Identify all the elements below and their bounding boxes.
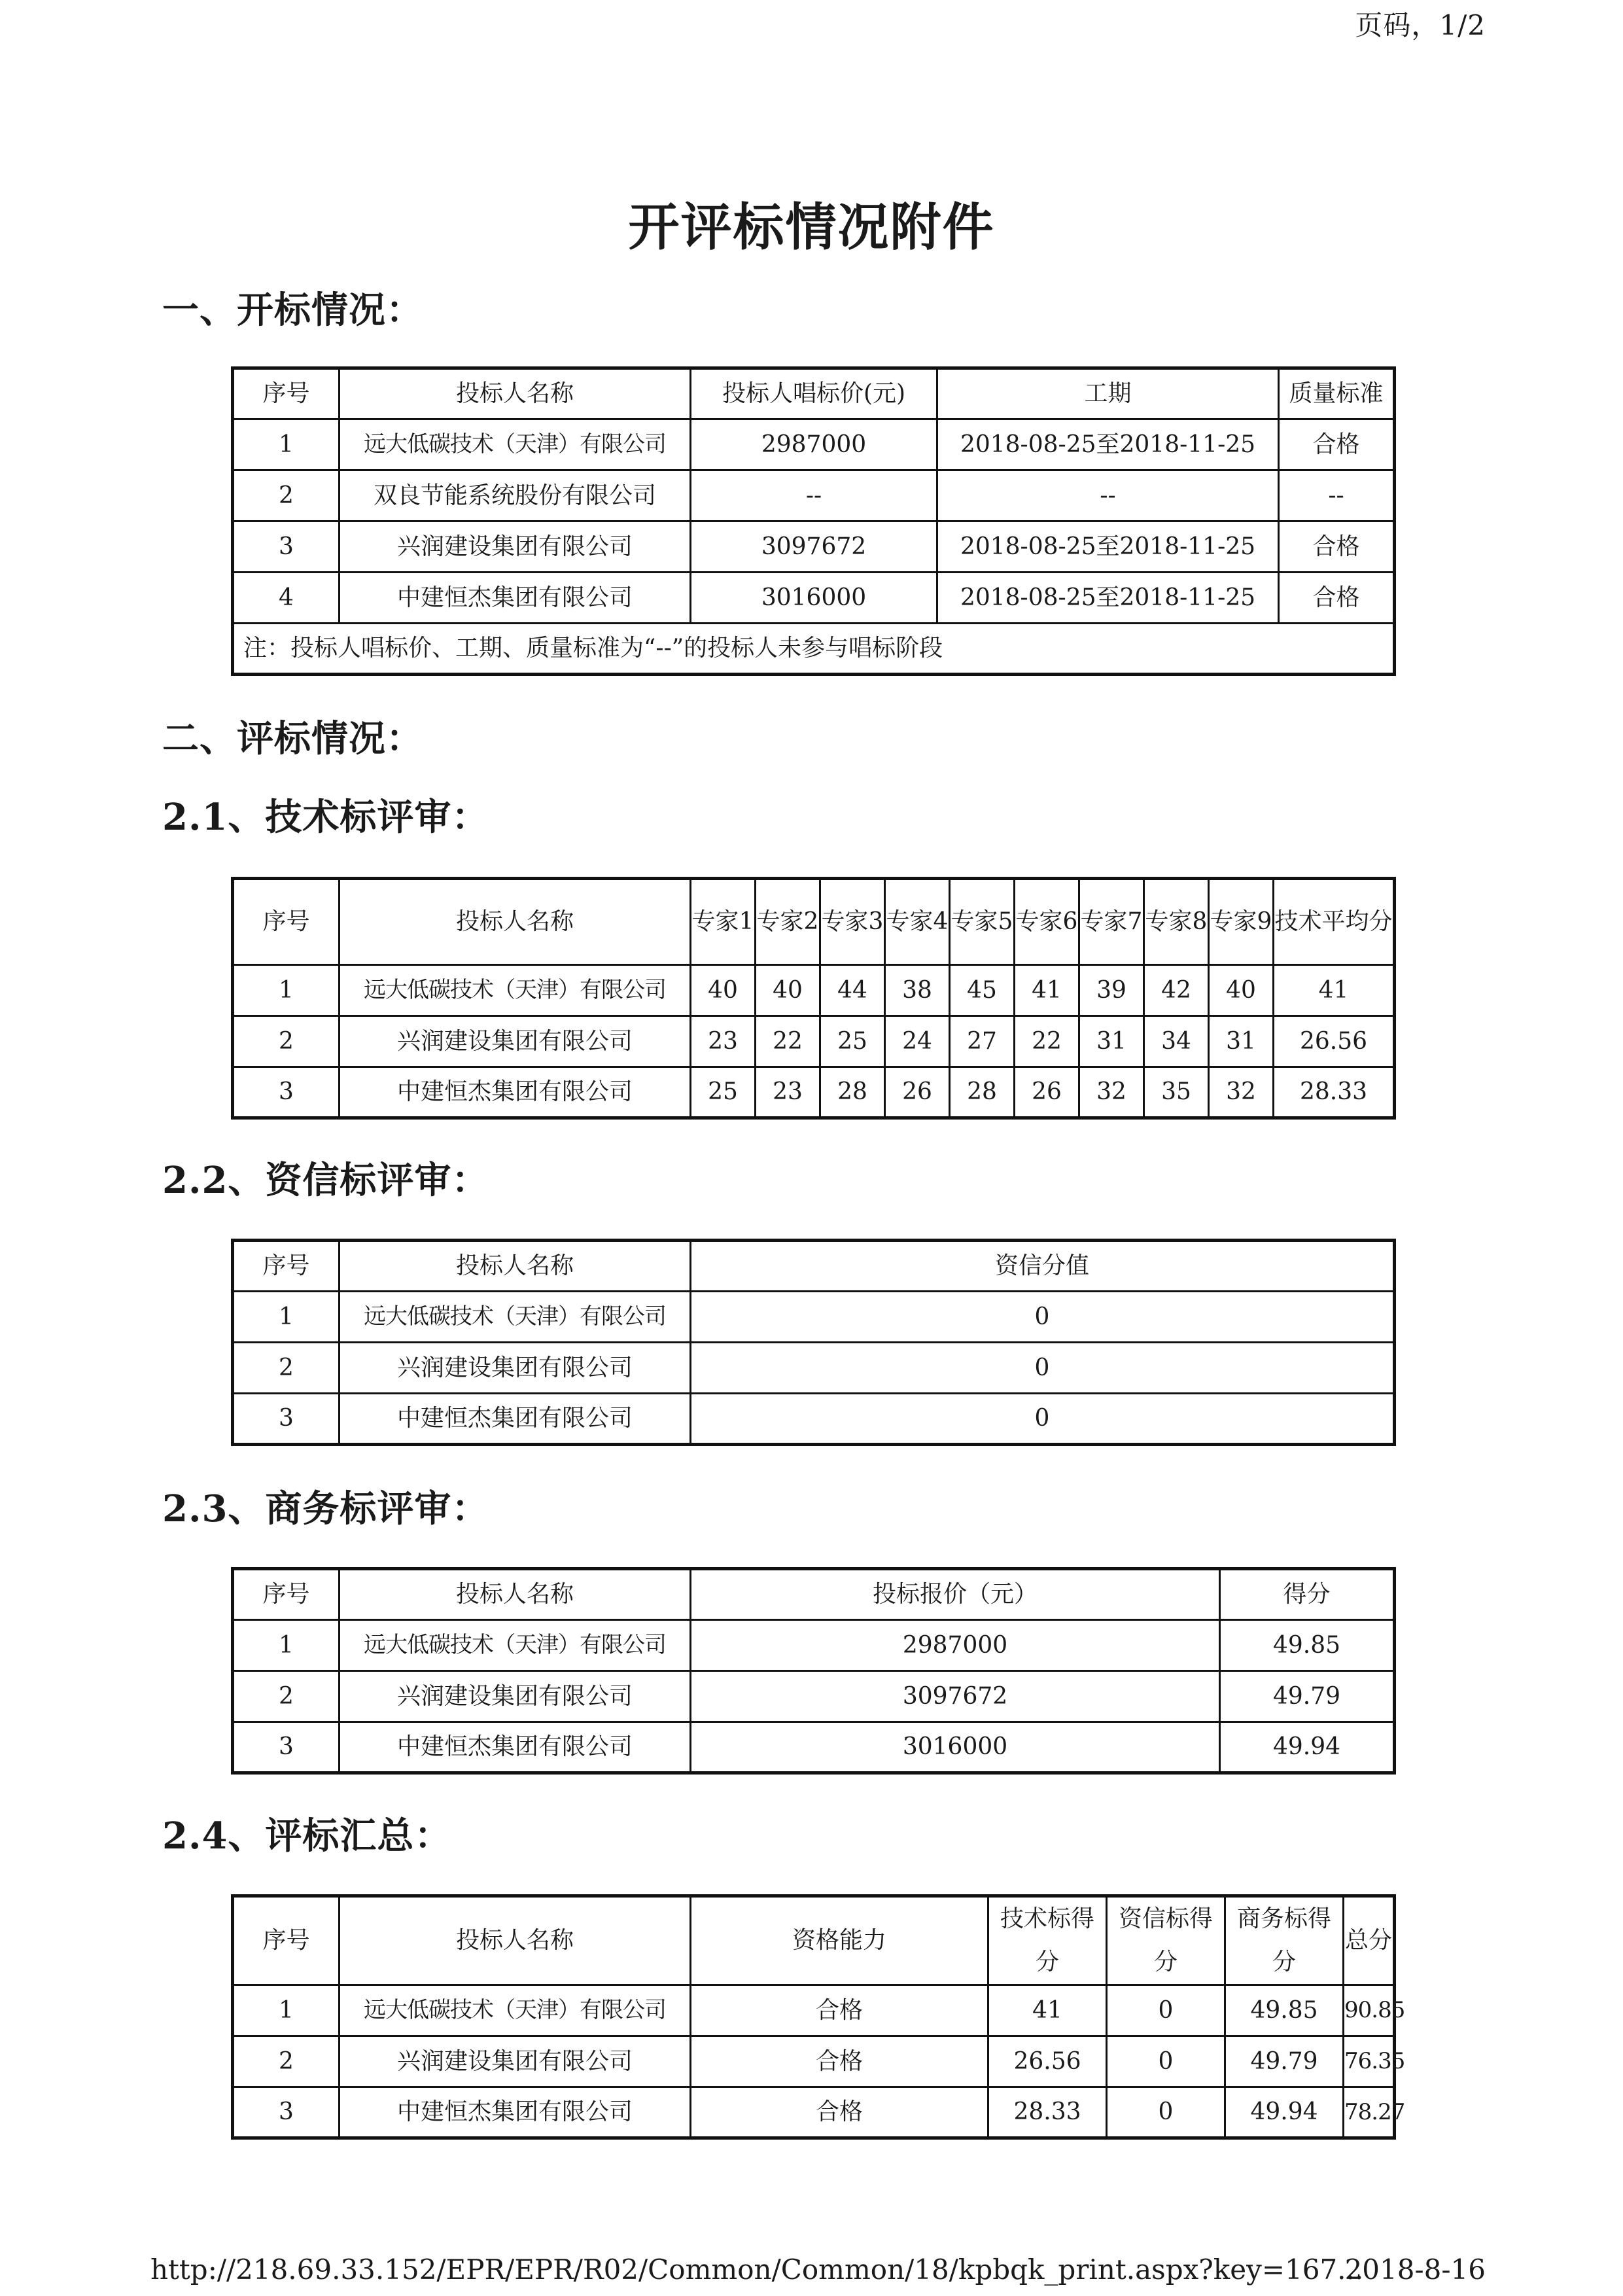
table-cell: 3 bbox=[233, 521, 340, 573]
table-cell: 49.94 bbox=[1220, 1722, 1395, 1773]
table-cell: 28 bbox=[820, 1067, 885, 1118]
evaluation-heading: 二、评标情况： bbox=[162, 717, 423, 760]
table-header-row bbox=[233, 879, 1395, 965]
table-cell: 39 bbox=[1079, 965, 1144, 1016]
table-cell: 32 bbox=[1079, 1067, 1144, 1118]
table-cell: 45 bbox=[950, 965, 1015, 1016]
table-cell: 0 bbox=[1107, 1985, 1225, 2036]
column-header: 序号 bbox=[233, 368, 340, 419]
table-cell: 23 bbox=[691, 1016, 756, 1067]
table-cell: 32 bbox=[1209, 1067, 1274, 1118]
table-cell: -- bbox=[937, 470, 1279, 521]
column-header: 专家8 bbox=[1144, 879, 1209, 965]
column-header: 投标人名称 bbox=[340, 368, 691, 419]
table-cell: 41 bbox=[988, 1985, 1107, 2036]
table-cell: 远大低碳技术（天津）有限公司 bbox=[340, 1985, 691, 2036]
credit-table bbox=[231, 1239, 1396, 1446]
table-cell: 1 bbox=[233, 419, 340, 470]
table-cell: 0 bbox=[1107, 2087, 1225, 2138]
technical-heading: 2.1、技术标评审： bbox=[162, 796, 489, 839]
table-row bbox=[233, 419, 1395, 470]
table-cell: 合格 bbox=[1279, 573, 1395, 624]
table-row bbox=[233, 1292, 1395, 1343]
table-cell: 3097672 bbox=[691, 1671, 1220, 1722]
table-cell: 22 bbox=[756, 1016, 820, 1067]
opening-table bbox=[231, 366, 1396, 676]
table-cell: 42 bbox=[1144, 965, 1209, 1016]
column-header: 质量标准 bbox=[1279, 368, 1395, 419]
table-cell: 44 bbox=[820, 965, 885, 1016]
table-row bbox=[233, 1343, 1395, 1394]
column-header: 工期 bbox=[937, 368, 1279, 419]
table-cell: 38 bbox=[885, 965, 950, 1016]
table-row bbox=[233, 1394, 1395, 1445]
table-cell: 49.85 bbox=[1220, 1620, 1395, 1671]
table-cell: 合格 bbox=[691, 2036, 988, 2087]
table-header-row bbox=[233, 1896, 1395, 1985]
table-cell: 2987000 bbox=[691, 419, 937, 470]
table-cell: 35 bbox=[1144, 1067, 1209, 1118]
table-cell: 26 bbox=[885, 1067, 950, 1118]
table-cell: 双良节能系统股份有限公司 bbox=[340, 470, 691, 521]
table-cell: 78.27 bbox=[1344, 2087, 1395, 2138]
table-cell: 26 bbox=[1015, 1067, 1079, 1118]
technical-table bbox=[231, 877, 1396, 1120]
table-cell: 远大低碳技术（天津）有限公司 bbox=[340, 965, 691, 1016]
column-header: 投标报价（元） bbox=[691, 1569, 1220, 1620]
document-title: 开评标情况附件 bbox=[628, 198, 995, 257]
table-cell: 中建恒杰集团有限公司 bbox=[340, 1394, 691, 1445]
table-header-row bbox=[233, 1569, 1395, 1620]
table-row bbox=[233, 1671, 1395, 1722]
table-cell: 2018-08-25至2018-11-25 bbox=[937, 419, 1279, 470]
table-cell: 中建恒杰集团有限公司 bbox=[340, 1067, 691, 1118]
table-cell: 2 bbox=[233, 1671, 340, 1722]
column-header: 专家6 bbox=[1015, 879, 1079, 965]
table-cell: 26.56 bbox=[988, 2036, 1107, 2087]
table-note-row bbox=[233, 624, 1395, 675]
footer-url: http://218.69.33.152/EPR/EPR/R02/Common/Common/18/kpbqk_print.aspx?key=167... bbox=[150, 2253, 1364, 2286]
table-cell: 1 bbox=[233, 1620, 340, 1671]
table-cell: 0 bbox=[1107, 2036, 1225, 2087]
table-cell: 49.79 bbox=[1225, 2036, 1344, 2087]
table-cell: 3 bbox=[233, 1067, 340, 1118]
summary-table bbox=[231, 1894, 1405, 2140]
table-cell: 3 bbox=[233, 1722, 340, 1773]
table-cell: 31 bbox=[1209, 1016, 1274, 1067]
table-cell: 1 bbox=[233, 965, 340, 1016]
opening-heading: 一、开标情况： bbox=[162, 289, 423, 332]
table-cell: 合格 bbox=[1279, 419, 1395, 470]
column-header: 投标人名称 bbox=[340, 1241, 691, 1292]
credit-heading: 2.2、资信标评审： bbox=[162, 1159, 489, 1202]
table-cell: 40 bbox=[691, 965, 756, 1016]
table-header-row bbox=[233, 368, 1395, 419]
column-header: 总分 bbox=[1344, 1896, 1395, 1985]
table-header-row bbox=[233, 1241, 1395, 1292]
column-header: 专家4 bbox=[885, 879, 950, 965]
table-cell: 40 bbox=[1209, 965, 1274, 1016]
table-cell: 1 bbox=[233, 1292, 340, 1343]
table-cell: 4 bbox=[233, 573, 340, 624]
table-cell: 合格 bbox=[691, 2087, 988, 2138]
table-cell: 3016000 bbox=[691, 1722, 1220, 1773]
column-header: 序号 bbox=[233, 1569, 340, 1620]
commercial-heading: 2.3、商务标评审： bbox=[162, 1487, 489, 1530]
table-cell: 2018-08-25至2018-11-25 bbox=[937, 573, 1279, 624]
table-cell: 兴润建设集团有限公司 bbox=[340, 1016, 691, 1067]
table-cell: 41 bbox=[1015, 965, 1079, 1016]
table-cell: 0 bbox=[691, 1343, 1395, 1394]
table-cell: 90.85 bbox=[1344, 1985, 1395, 2036]
table-cell: 49.79 bbox=[1220, 1671, 1395, 1722]
table-cell: 76.35 bbox=[1344, 2036, 1395, 2087]
table-row bbox=[233, 521, 1395, 573]
column-header: 投标人名称 bbox=[340, 879, 691, 965]
commercial-table bbox=[231, 1567, 1396, 1775]
table-cell: 27 bbox=[950, 1016, 1015, 1067]
table-cell: 31 bbox=[1079, 1016, 1144, 1067]
column-header: 序号 bbox=[233, 879, 340, 965]
column-header: 专家7 bbox=[1079, 879, 1144, 965]
column-header: 专家5 bbox=[950, 879, 1015, 965]
table-row bbox=[233, 1985, 1395, 2036]
column-header: 专家9 bbox=[1209, 879, 1274, 965]
table-cell: 49.94 bbox=[1225, 2087, 1344, 2138]
table-cell: 2 bbox=[233, 1016, 340, 1067]
table-cell: 34 bbox=[1144, 1016, 1209, 1067]
column-header: 资信分值 bbox=[691, 1241, 1395, 1292]
column-header: 序号 bbox=[233, 1896, 340, 1985]
table-cell: 3097672 bbox=[691, 521, 937, 573]
table-cell: 25 bbox=[691, 1067, 756, 1118]
footer-date: 2018-8-16 bbox=[1344, 2253, 1486, 2286]
table-cell: -- bbox=[1279, 470, 1395, 521]
table-cell: 远大低碳技术（天津）有限公司 bbox=[340, 419, 691, 470]
table-cell: 兴润建设集团有限公司 bbox=[340, 521, 691, 573]
summary-heading: 2.4、评标汇总： bbox=[162, 1814, 452, 1858]
table-cell: 兴润建设集团有限公司 bbox=[340, 1343, 691, 1394]
table-cell: 2987000 bbox=[691, 1620, 1220, 1671]
table-cell: 中建恒杰集团有限公司 bbox=[340, 573, 691, 624]
table-cell: 24 bbox=[885, 1016, 950, 1067]
table-cell: 41 bbox=[1274, 965, 1395, 1016]
column-header: 序号 bbox=[233, 1241, 340, 1292]
table-row bbox=[233, 1620, 1395, 1671]
table-cell: 28.33 bbox=[988, 2087, 1107, 2138]
column-header: 专家1 bbox=[691, 879, 756, 965]
table-cell: 28 bbox=[950, 1067, 1015, 1118]
table-note: 注：投标人唱标价、工期、质量标准为“--”的投标人未参与唱标阶段 bbox=[233, 624, 1395, 675]
table-row bbox=[233, 573, 1395, 624]
column-header: 专家2 bbox=[756, 879, 820, 965]
table-cell: 3 bbox=[233, 2087, 340, 2138]
table-cell: 兴润建设集团有限公司 bbox=[340, 1671, 691, 1722]
column-header: 投标人名称 bbox=[340, 1569, 691, 1620]
table-cell: 28.33 bbox=[1274, 1067, 1395, 1118]
table-cell: 26.56 bbox=[1274, 1016, 1395, 1067]
table-cell: 2018-08-25至2018-11-25 bbox=[937, 521, 1279, 573]
column-header: 专家3 bbox=[820, 879, 885, 965]
table-cell: 40 bbox=[756, 965, 820, 1016]
table-cell: 25 bbox=[820, 1016, 885, 1067]
table-cell: 中建恒杰集团有限公司 bbox=[340, 2087, 691, 2138]
table-row bbox=[233, 1016, 1395, 1067]
page-number: 页码，1/2 bbox=[1355, 9, 1486, 41]
column-header: 投标人名称 bbox=[340, 1896, 691, 1985]
table-row bbox=[233, 2036, 1395, 2087]
table-row bbox=[233, 470, 1395, 521]
table-row bbox=[233, 1722, 1395, 1773]
table-cell: 3016000 bbox=[691, 573, 937, 624]
table-cell: 远大低碳技术（天津）有限公司 bbox=[340, 1620, 691, 1671]
table-cell: 2 bbox=[233, 2036, 340, 2087]
table-cell: 合格 bbox=[1279, 521, 1395, 573]
column-header: 技术平均分 bbox=[1274, 879, 1395, 965]
table-cell: 2 bbox=[233, 1343, 340, 1394]
table-cell: 3 bbox=[233, 1394, 340, 1445]
column-header: 得分 bbox=[1220, 1569, 1395, 1620]
column-header: 资格能力 bbox=[691, 1896, 988, 1985]
column-header: 技术标得分 bbox=[988, 1896, 1107, 1985]
table-cell: 2 bbox=[233, 470, 340, 521]
table-row bbox=[233, 965, 1395, 1016]
column-header: 资信标得分 bbox=[1107, 1896, 1225, 1985]
table-cell: 中建恒杰集团有限公司 bbox=[340, 1722, 691, 1773]
table-row bbox=[233, 2087, 1395, 2138]
table-cell: 1 bbox=[233, 1985, 340, 2036]
table-cell: 49.85 bbox=[1225, 1985, 1344, 2036]
table-cell: 远大低碳技术（天津）有限公司 bbox=[340, 1292, 691, 1343]
column-header: 商务标得分 bbox=[1225, 1896, 1344, 1985]
table-row bbox=[233, 1067, 1395, 1118]
table-cell: -- bbox=[691, 470, 937, 521]
table-cell: 22 bbox=[1015, 1016, 1079, 1067]
column-header: 投标人唱标价(元) bbox=[691, 368, 937, 419]
table-cell: 0 bbox=[691, 1292, 1395, 1343]
table-cell: 23 bbox=[756, 1067, 820, 1118]
table-cell: 合格 bbox=[691, 1985, 988, 2036]
table-cell: 0 bbox=[691, 1394, 1395, 1445]
table-cell: 兴润建设集团有限公司 bbox=[340, 2036, 691, 2087]
